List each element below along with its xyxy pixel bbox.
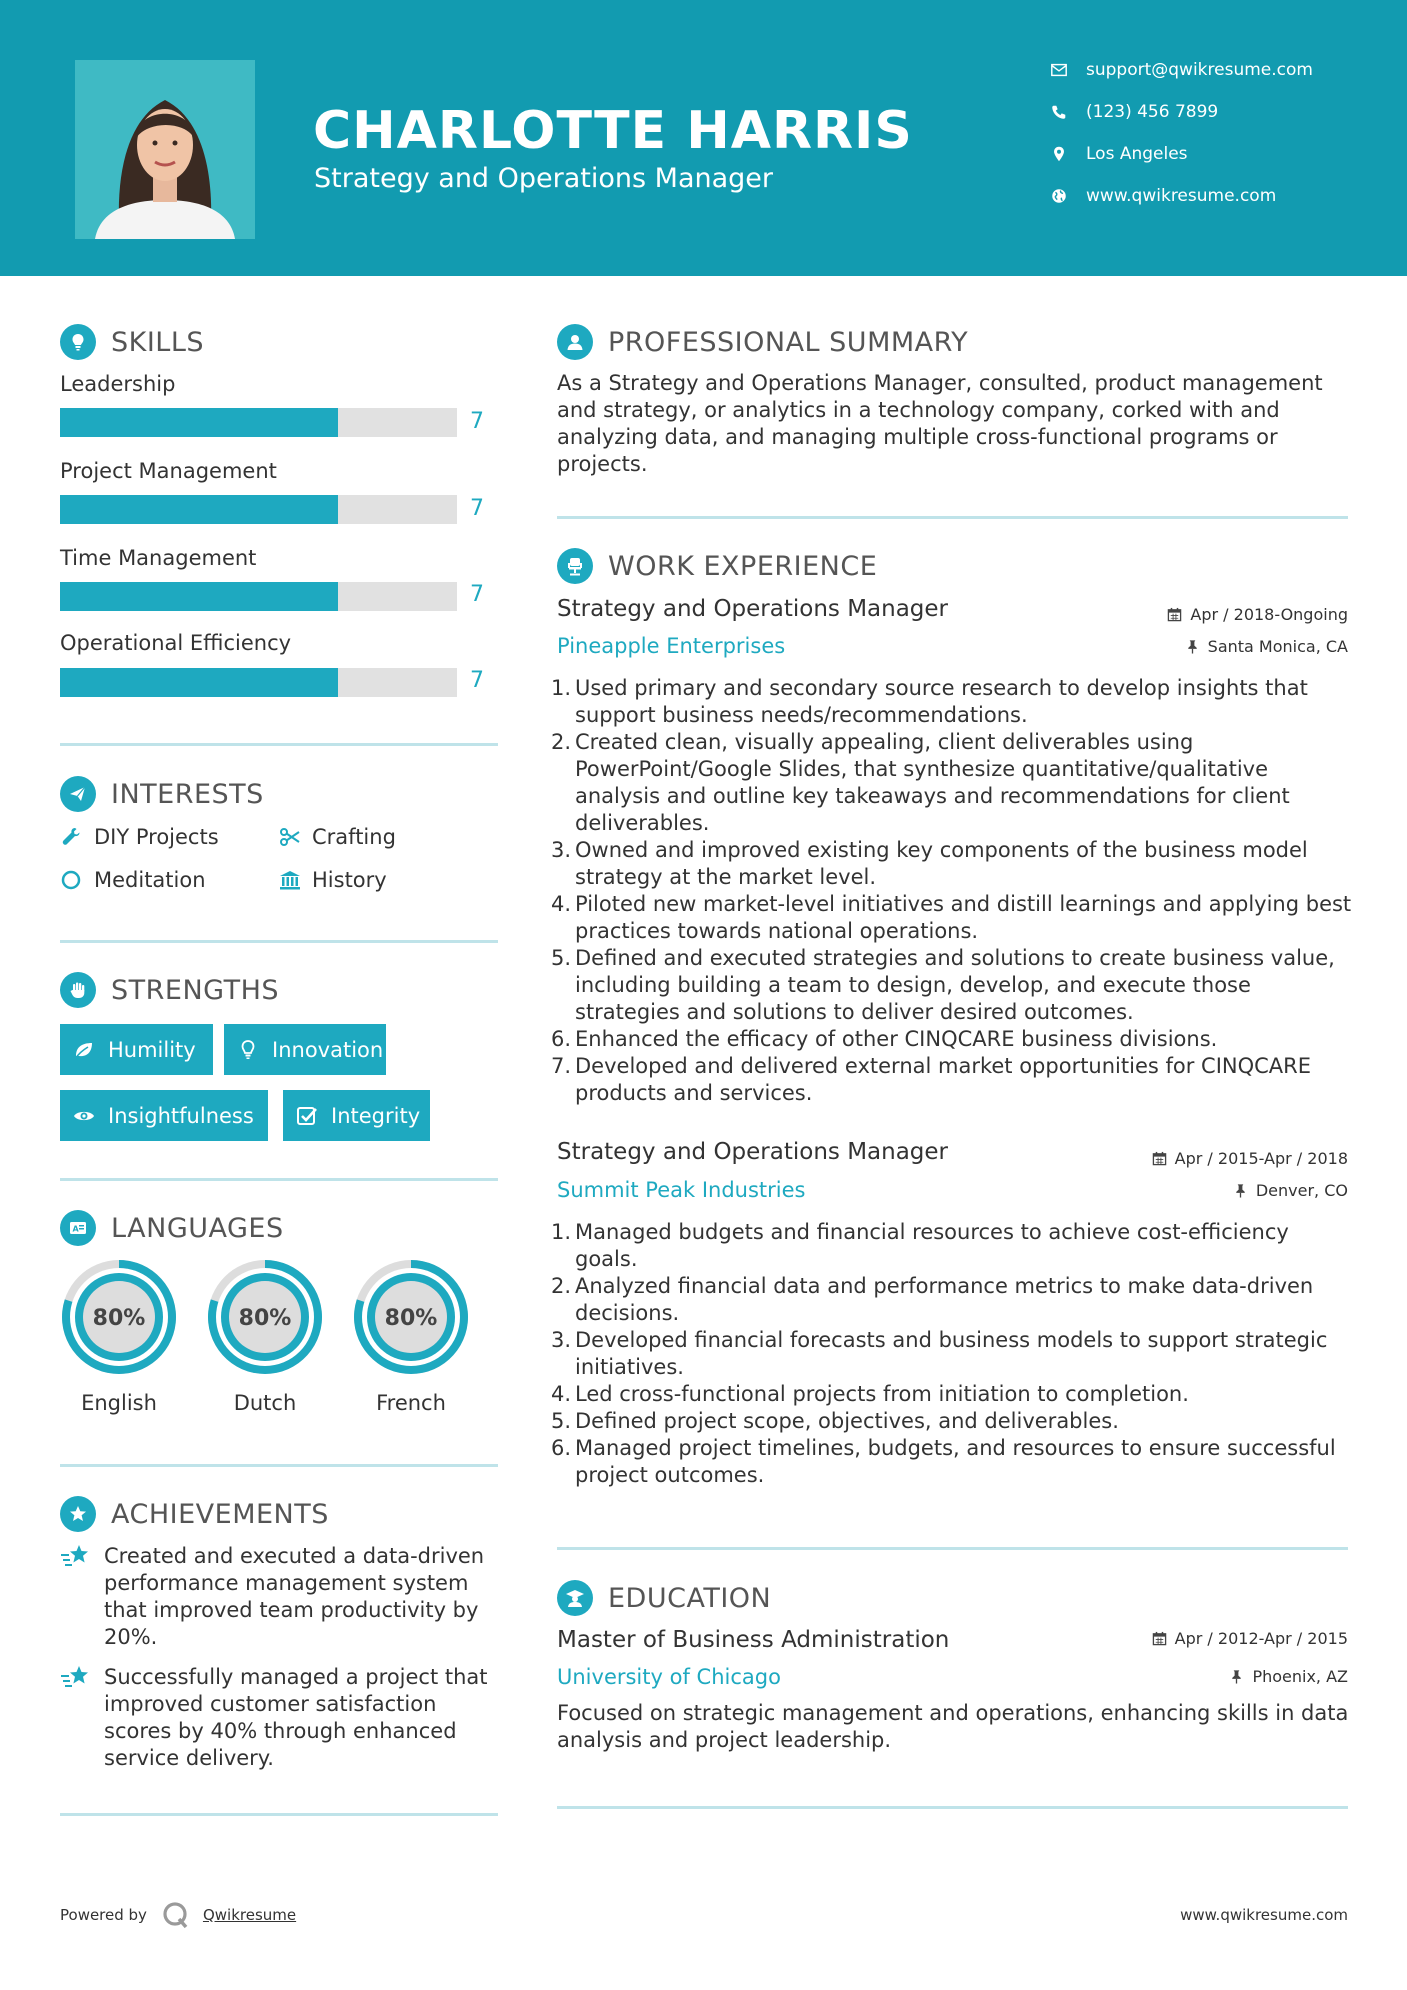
job-bullet-text: Developed and delivered external market opportunities for CINQCARE products and services. xyxy=(575,1054,1312,1105)
job-bullet: 1. Used primary and secondary source research to develop insights that support business needs/recommendations. xyxy=(550,676,1308,727)
experience-heading xyxy=(557,548,877,584)
scissors-icon xyxy=(278,825,302,849)
job-bullet-text: Used primary and secondary source research to develop insights that support business needs/recommendations. xyxy=(575,676,1308,727)
job-bullet: 2. Created clean, visually appealing, client deliverables using PowerPoint/Google Slides, that synthesize quantitative/qualitative analysis and outline key takeaways and recommendations for client deliverables. xyxy=(550,730,1290,835)
job-bullet: 6. Enhanced the efficacy of other CINQCARE business divisions. xyxy=(550,1027,1218,1051)
lightbulb-icon xyxy=(60,324,96,360)
profile-photo xyxy=(75,60,255,239)
job-dates xyxy=(1152,1149,1348,1168)
job-bullet: 4. Led cross-functional projects from initiation to completion. xyxy=(550,1382,1189,1406)
skill-bar-fill xyxy=(60,582,338,611)
skill-label: Operational Efficiency xyxy=(60,631,292,655)
experience-heading-text: WORK EXPERIENCE xyxy=(608,550,878,582)
language-item xyxy=(57,1255,181,1415)
contact-phone-text: (123) 456 7899 xyxy=(1086,102,1219,122)
interests-heading xyxy=(60,776,264,812)
interest-label: History xyxy=(312,868,387,892)
strengths-heading xyxy=(60,972,279,1008)
job-location xyxy=(1185,637,1348,656)
skill-label: Leadership xyxy=(60,372,176,396)
job-bullet: 1. Managed budgets and financial resources to achieve cost-efficiency goals. xyxy=(550,1220,1289,1271)
graduate-icon xyxy=(557,1580,593,1616)
contact-phone[interactable] xyxy=(1050,102,1370,122)
language-ring xyxy=(57,1255,181,1379)
job-bullet: 6. Managed project timelines, budgets, and resources to ensure successful project outcomes. xyxy=(550,1436,1336,1487)
achievement-text: Created and executed a data-driven performance management system that improved team productivity by 20%. xyxy=(104,1544,485,1649)
header-banner xyxy=(0,0,1407,276)
contact-location xyxy=(1050,144,1370,164)
interest-label: Meditation xyxy=(94,868,206,892)
strength-label: Innovation xyxy=(272,1037,384,1062)
achievement-text: Successfully managed a project that improved customer satisfaction scores by 40% through enhanced service delivery. xyxy=(104,1665,488,1770)
job-title: Strategy and Operations Manager xyxy=(557,1139,949,1165)
pushpin-icon xyxy=(1185,639,1200,654)
calendar-icon xyxy=(1152,1151,1167,1166)
contact-email-text: support@qwikresume.com xyxy=(1086,60,1313,80)
candidate-name: CHARLOTTE HARRIS xyxy=(313,101,913,161)
skill-label: Project Management xyxy=(60,459,277,483)
skill-level: 7 xyxy=(470,409,484,434)
job-bullet-text: Analyzed financial data and performance metrics to make data-driven decisions. xyxy=(575,1274,1314,1325)
qwikresume-link[interactable]: Qwikresume xyxy=(202,1906,297,1924)
map-pin-icon xyxy=(1050,145,1068,163)
strength-badge xyxy=(283,1090,430,1141)
education-heading-text: EDUCATION xyxy=(608,1582,772,1614)
calendar-icon xyxy=(1167,607,1182,622)
achievement-item xyxy=(60,1664,500,1772)
job-bullet: 5. Defined project scope, objectives, and deliverables. xyxy=(550,1409,1119,1433)
interest-item xyxy=(278,825,396,849)
skill-bar xyxy=(60,582,457,611)
job-bullet-text: Led cross-functional projects from initiation to completion. xyxy=(575,1382,1189,1406)
job-bullet-text: Developed financial forecasts and business models to support strategic initiatives. xyxy=(575,1328,1328,1379)
education-description: Focused on strategic management and operations, enhancing skills in data analysis and project leadership. xyxy=(557,1701,1349,1752)
section-divider xyxy=(60,1178,498,1181)
skill-bar xyxy=(60,668,457,697)
education-location-text: Phoenix, AZ xyxy=(1252,1667,1348,1686)
job-bullet-text: Piloted new market-level initiatives and distill learnings and applying best practices towards national operations. xyxy=(575,892,1352,943)
svg-text:A: A xyxy=(72,1224,80,1234)
achievements-heading-text: ACHIEVEMENTS xyxy=(111,1498,329,1530)
pushpin-icon xyxy=(1233,1183,1248,1198)
job-bullet: 4. Piloted new market-level initiatives and distill learnings and applying best practices towards national operations. xyxy=(550,892,1352,943)
job-bullet: 7. Developed and delivered external market opportunities for CINQCARE products and services. xyxy=(550,1054,1312,1105)
job-bullets xyxy=(550,1219,1357,1489)
contact-email[interactable] xyxy=(1050,60,1370,80)
section-divider xyxy=(557,516,1348,519)
section-divider xyxy=(557,1806,1348,1809)
language-item xyxy=(349,1255,473,1415)
interests-heading-text: INTERESTS xyxy=(111,778,264,810)
star-badge-icon xyxy=(60,1496,96,1532)
wrench-icon xyxy=(60,825,84,849)
contact-website-text: www.qwikresume.com xyxy=(1086,186,1277,206)
leaf-icon xyxy=(72,1038,96,1062)
strength-label: Integrity xyxy=(331,1103,421,1128)
phone-icon xyxy=(1050,103,1068,121)
job-bullet-text: Owned and improved existing key components of the business model strategy at the market level. xyxy=(575,838,1308,889)
section-divider xyxy=(60,940,498,943)
education-heading xyxy=(557,1580,771,1616)
language-name: Dutch xyxy=(233,1391,297,1415)
language-ring xyxy=(349,1255,473,1379)
education-location xyxy=(1229,1667,1348,1686)
job-bullet: 3. Owned and improved existing key components of the business model strategy at the market level. xyxy=(550,838,1308,889)
skill-bar-fill xyxy=(60,408,338,437)
job-title: Strategy and Operations Manager xyxy=(557,596,949,622)
footer-website[interactable]: www.qwikresume.com xyxy=(1180,1906,1348,1924)
calendar-icon xyxy=(1152,1631,1167,1646)
language-name: English xyxy=(81,1391,157,1415)
language-percent: 80% xyxy=(92,1306,146,1331)
section-divider xyxy=(60,1813,498,1816)
strength-badge xyxy=(60,1024,213,1075)
language-ring xyxy=(203,1255,327,1379)
company-name: Pineapple Enterprises xyxy=(557,634,786,658)
skill-bar xyxy=(60,495,457,524)
school-name: University of Chicago xyxy=(557,1665,781,1689)
language-name: French xyxy=(376,1391,446,1415)
skill-level: 7 xyxy=(470,496,484,521)
summary-heading-text: PROFESSIONAL SUMMARY xyxy=(608,326,969,358)
interest-item xyxy=(60,825,219,849)
globe-icon xyxy=(1050,187,1068,205)
skill-level: 7 xyxy=(470,582,484,607)
hand-icon xyxy=(60,972,96,1008)
skill-bar xyxy=(60,408,457,437)
skills-heading-text: SKILLS xyxy=(111,326,205,358)
strengths-heading-text: STRENGTHS xyxy=(111,974,280,1006)
language-percent: 80% xyxy=(238,1306,292,1331)
museum-icon xyxy=(278,868,302,892)
section-divider xyxy=(60,743,498,746)
candidate-title: Strategy and Operations Manager xyxy=(314,163,774,194)
lightbulb-icon xyxy=(236,1038,260,1062)
education-dates-text: Apr / 2012-Apr / 2015 xyxy=(1174,1629,1348,1648)
section-divider xyxy=(557,1547,1348,1550)
eye-icon xyxy=(72,1104,96,1128)
job-location xyxy=(1233,1181,1348,1200)
language-item xyxy=(203,1255,327,1415)
company-name: Summit Peak Industries xyxy=(557,1178,806,1202)
language-percent: 80% xyxy=(384,1306,438,1331)
job-bullet: 2. Analyzed financial data and performance metrics to make data-driven decisions. xyxy=(550,1274,1314,1325)
skill-bar-fill xyxy=(60,495,338,524)
job-bullet: 3. Developed financial forecasts and business models to support strategic initiatives. xyxy=(550,1328,1328,1379)
achievement-item xyxy=(60,1543,500,1651)
degree-title: Master of Business Administration xyxy=(557,1627,950,1653)
checkbox-icon xyxy=(295,1104,319,1128)
achievements-heading xyxy=(60,1496,329,1532)
languages-heading xyxy=(60,1210,284,1246)
person-portrait-icon xyxy=(75,60,255,239)
skill-level: 7 xyxy=(470,668,484,693)
interest-item xyxy=(60,868,206,892)
interest-label: DIY Projects xyxy=(94,825,219,849)
job-bullet-text: Managed project timelines, budgets, and resources to ensure successful project outcomes. xyxy=(575,1436,1336,1487)
job-dates-text: Apr / 2018-Ongoing xyxy=(1190,605,1348,624)
office-chair-icon xyxy=(557,548,593,584)
job-dates-text: Apr / 2015-Apr / 2018 xyxy=(1174,1149,1348,1168)
contact-location-text: Los Angeles xyxy=(1086,144,1188,164)
powered-by-text: Powered by xyxy=(60,1906,147,1924)
job-location-text: Denver, CO xyxy=(1255,1181,1348,1200)
qwikresume-logo-icon xyxy=(161,1900,191,1930)
strength-badge xyxy=(224,1024,386,1075)
paper-plane-icon xyxy=(60,776,96,812)
strength-label: Humility xyxy=(108,1037,196,1062)
languages-heading-text: LANGUAGES xyxy=(111,1212,284,1244)
envelope-icon xyxy=(1050,61,1068,79)
language-card-icon xyxy=(60,1210,96,1246)
interest-label: Crafting xyxy=(312,825,396,849)
user-icon xyxy=(557,324,593,360)
job-bullet-text: Created clean, visually appealing, client deliverables using PowerPoint/Google Slides, that synthesize quantitative/qualitative analysis and outline key takeaways and recommendations for client deliverables. xyxy=(575,730,1290,835)
strength-badge xyxy=(60,1090,268,1141)
summary-text: As a Strategy and Operations Manager, consulted, product management and strategy, or analytics in a technology company, corked with and analyzing data, and managing multiple cross-functional programs or projects. xyxy=(557,371,1323,476)
job-bullet-text: Enhanced the efficacy of other CINQCARE business divisions. xyxy=(575,1027,1218,1051)
shooting-star-icon xyxy=(60,1543,92,1571)
summary-heading xyxy=(557,324,968,360)
footer-powered-by xyxy=(60,1900,296,1930)
interest-item xyxy=(278,868,387,892)
skills-heading xyxy=(60,324,204,360)
section-divider xyxy=(60,1464,498,1467)
skill-label: Time Management xyxy=(60,546,257,570)
education-dates xyxy=(1152,1629,1348,1648)
job-bullet-text: Defined project scope, objectives, and deliverables. xyxy=(575,1409,1119,1433)
job-location-text: Santa Monica, CA xyxy=(1207,637,1348,656)
strength-label: Insightfulness xyxy=(108,1103,254,1128)
shooting-star-icon xyxy=(60,1664,92,1692)
skill-bar-fill xyxy=(60,668,338,697)
pushpin-icon xyxy=(1229,1669,1244,1684)
job-bullet-text: Managed budgets and financial resources to achieve cost-efficiency goals. xyxy=(575,1220,1289,1271)
circle-icon xyxy=(60,868,84,892)
job-bullet-text: Defined and executed strategies and solutions to create business value, including building a team to design, develop, and execute those strategies and solutions to deliver desired outcomes. xyxy=(575,946,1335,1024)
job-dates xyxy=(1167,605,1348,624)
contact-website[interactable] xyxy=(1050,186,1370,206)
job-bullet: 5. Defined and executed strategies and solutions to create business value, including building a team to design, develop, and execute those strategies and solutions to deliver desired outcomes. xyxy=(550,946,1335,1024)
job-bullets xyxy=(550,675,1357,1107)
